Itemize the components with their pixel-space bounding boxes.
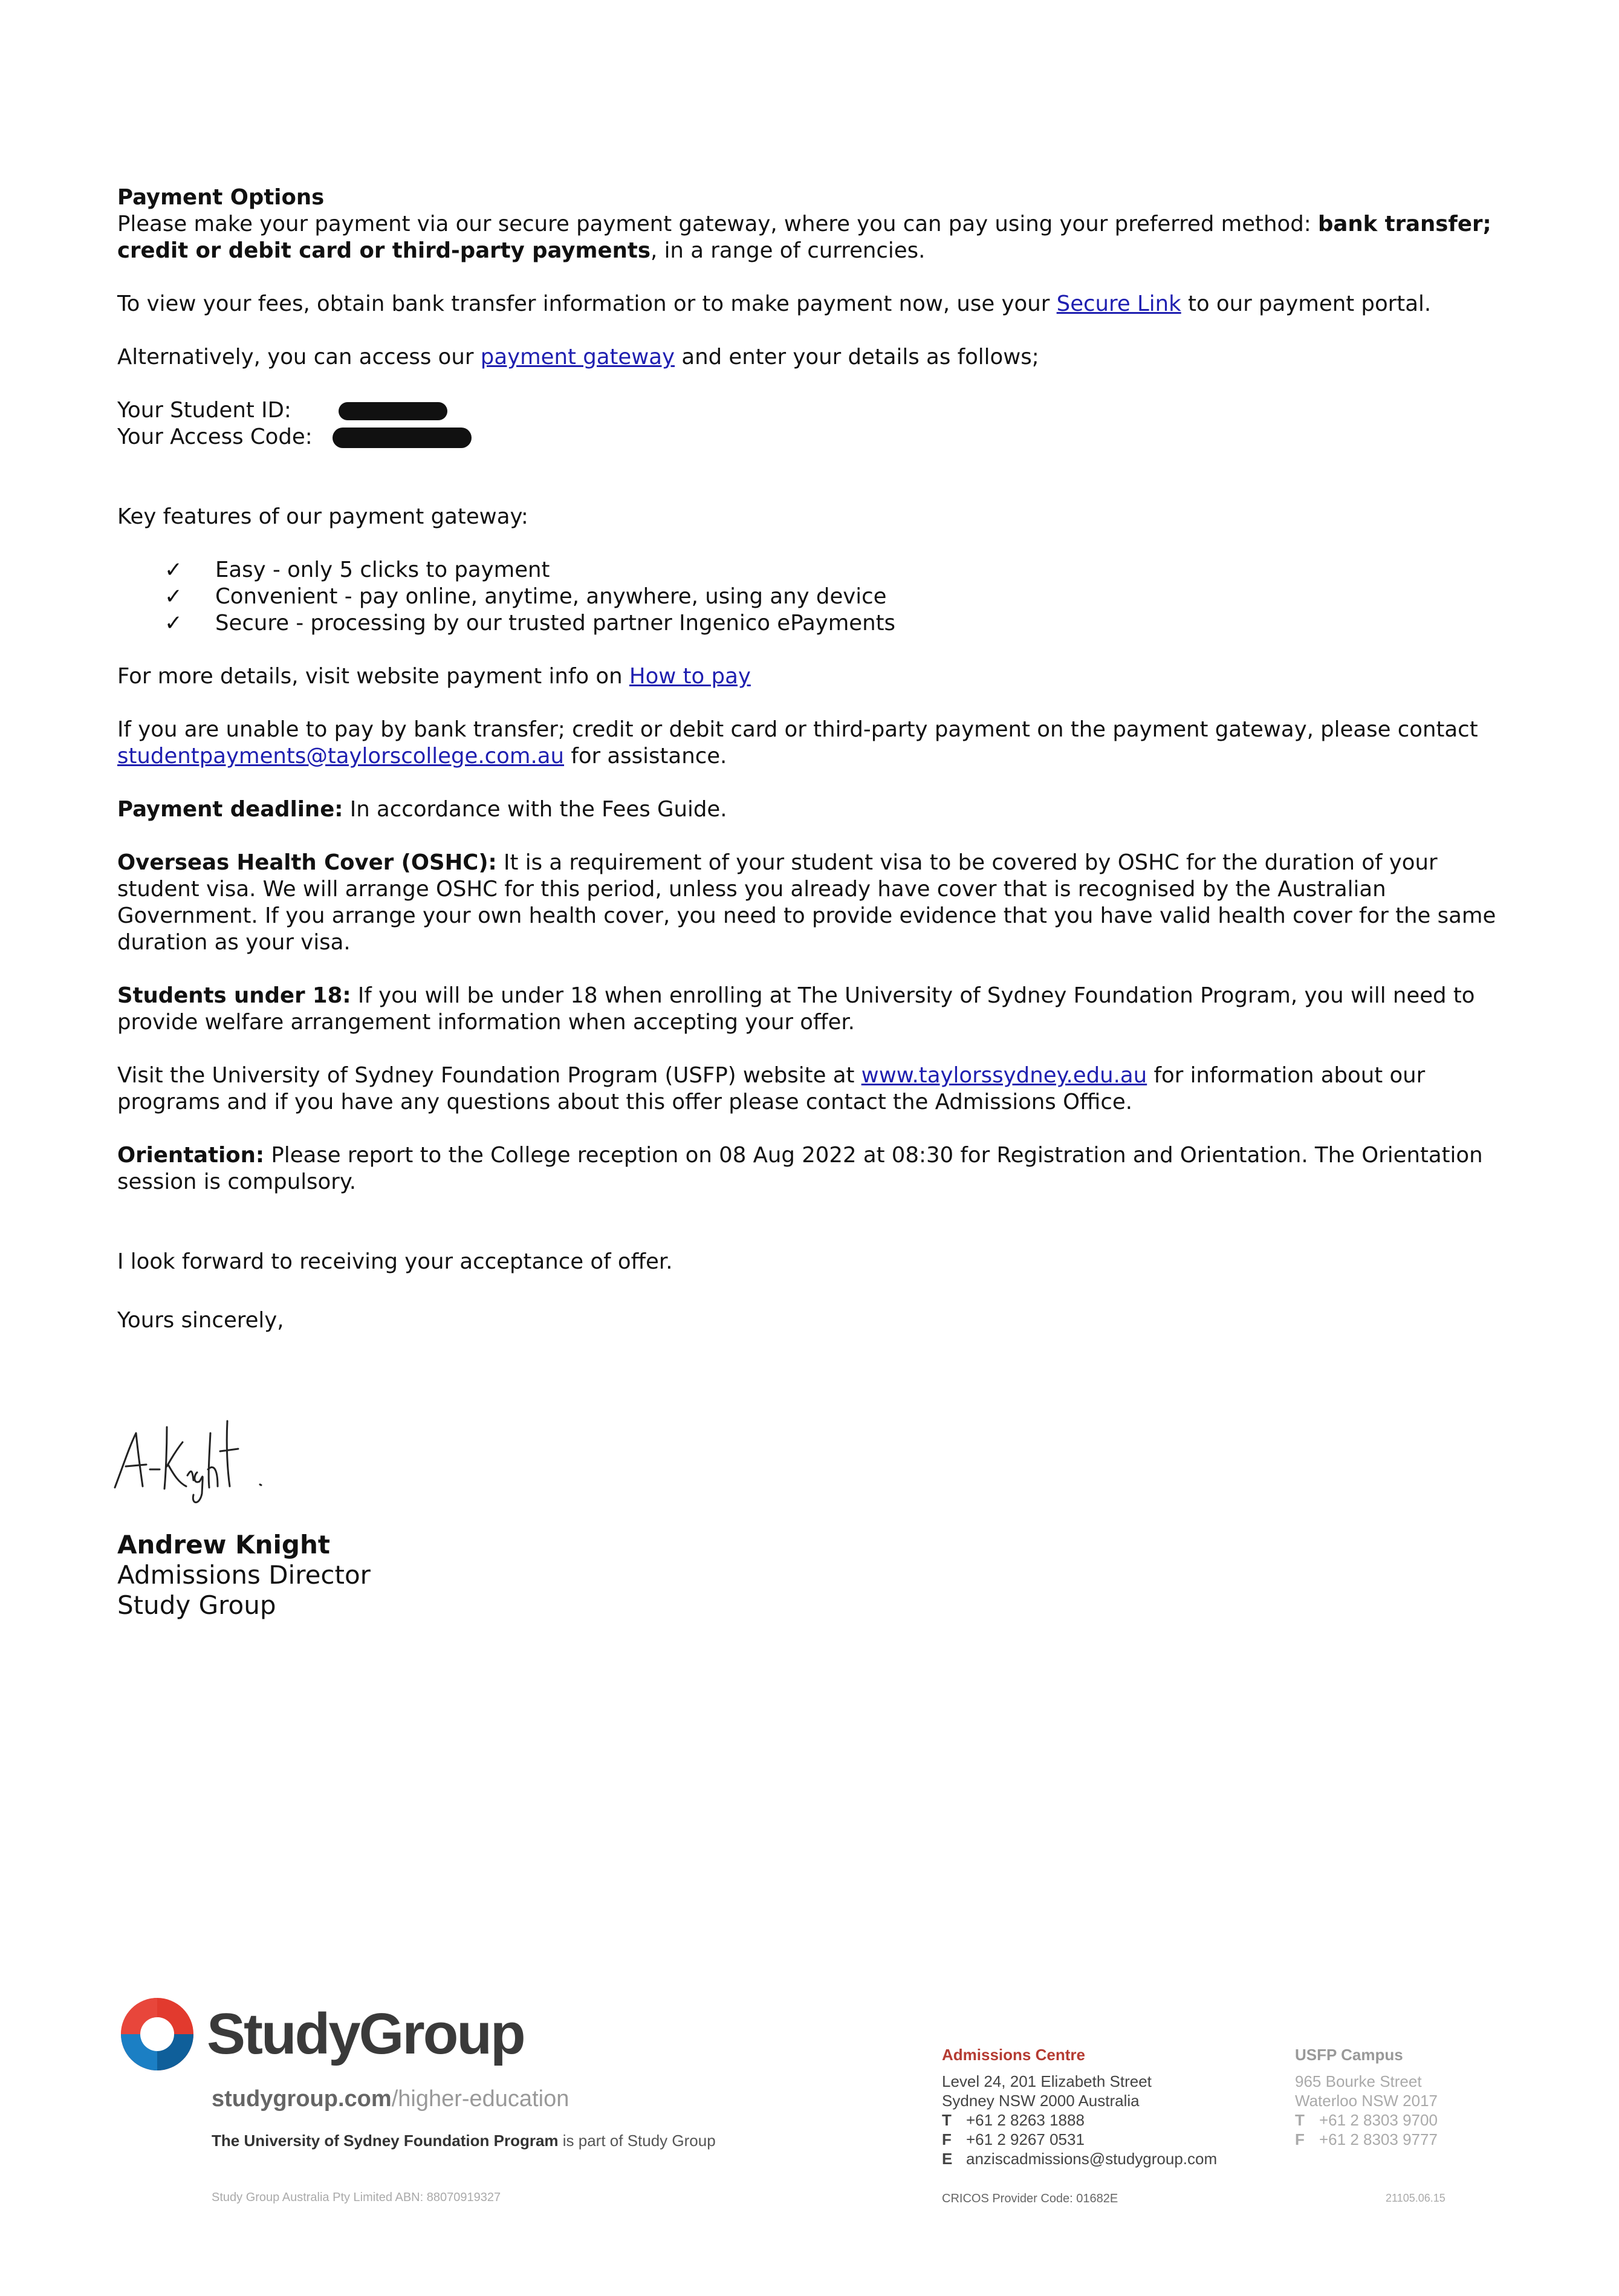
under-18-paragraph: Students under 18: If you will be under 18 when enrolling at The University of Sydney Foundation Program, you will need to provide welfare arrangement information when accepting your offer. [117,983,1475,1035]
website-link[interactable]: www.taylorssydney.edu.au [861,1063,1147,1088]
part-of-statement: The University of Sydney Foundation Program is part of Study Group [212,2132,716,2150]
logo-text: StudyGroup [207,2002,524,2066]
features-list [117,557,1508,637]
list-item: ✓ Easy - only 5 clicks to payment [164,558,550,582]
check-icon: ✓ [164,584,183,609]
check-icon: ✓ [164,558,183,582]
orientation-paragraph: Orientation: Please report to the College reception on 08 Aug 2022 at 08:30 for Registration and Orientation. The Orientation session is compulsory. [117,1143,1483,1194]
address-line: Sydney NSW 2000 Australia [942,2092,1140,2110]
payment-deadline-paragraph: Payment deadline: In accordance with the Fees Guide. [117,797,727,822]
check-icon: ✓ [164,611,183,636]
payment-gateway-link[interactable]: payment gateway [480,345,675,369]
letter-body [117,184,1508,1334]
signer-name: Andrew Knight [117,1530,330,1559]
alternative-paragraph: Alternatively, you can access our payment gateway and enter your details as follows; [117,345,1039,369]
signer-org: Study Group [117,1590,276,1620]
view-fees-paragraph: To view your fees, obtain bank transfer information or to make payment now, use your Secure Link to our payment portal. [117,291,1432,316]
document-reference: 21105.06.15 [1386,2192,1445,2204]
sign-off: Yours sincerely, [117,1308,284,1333]
student-id-label: Your Student ID: [117,398,291,423]
signer-block [117,1530,371,1621]
secure-link[interactable]: Secure Link [1056,291,1181,316]
phone-line: T +61 2 8303 9700 [1295,2111,1438,2129]
signer-title: Admissions Director [117,1560,371,1590]
letter-footer [0,1983,1619,2225]
list-item: ✓ Convenient - pay online, anytime, anywhere, using any device [164,584,887,609]
student-id-row [117,397,1508,424]
address-line: 965 Bourke Street [1295,2072,1422,2090]
how-to-pay-link[interactable]: How to pay [629,664,751,689]
closing-line: I look forward to receiving your acceptance of offer. [117,1249,673,1274]
handwritten-signature [109,1409,314,1506]
study-group-logo-icon [118,1995,196,2073]
email-line: E anziscadmissions@studygroup.com [942,2150,1218,2168]
admissions-centre-heading: Admissions Centre [942,2046,1085,2064]
redacted-access-code [333,428,472,448]
visit-website-paragraph: Visit the University of Sydney Foundation Program (USFP) website at www.taylorssydney.edu.au for information about our programs and if you have any questions about this offer please contact the Admissions Office. [117,1063,1426,1114]
company-legal-line: Study Group Australia Pty Limited ABN: 88070919327 [212,2191,501,2204]
student-payments-email-link[interactable]: studentpayments@taylorscollege.com.au [117,744,565,769]
fax-line: F +61 2 8303 9777 [1295,2130,1438,2148]
usfp-campus-heading: USFP Campus [1295,2046,1403,2064]
redacted-student-id [339,402,447,420]
cricos-code: CRICOS Provider Code: 01682E [942,2192,1118,2205]
features-heading: Key features of our payment gateway: [117,504,528,529]
website-url: studygroup.com/higher-education [212,2086,569,2112]
access-code-row [117,424,1508,450]
oshc-paragraph: Overseas Health Cover (OSHC): It is a requirement of your student visa to be covered by OSHC for the duration of your student visa. We will arrange OSHC for this period, unless you already have cover that is recognised by the Australian Government. If you arrange your own health cover, you need to provide evidence that you have valid health cover for the same duration as your visa. [117,850,1496,955]
payment-options-heading: Payment Options [117,185,325,210]
usfp-campus-contact [1295,2045,1438,2149]
more-details-paragraph: For more details, visit website payment info on How to pay [117,664,751,689]
unable-to-pay-paragraph: If you are unable to pay by bank transfer; credit or debit card or third-party payment on the payment gateway, please contact studentpayments@taylorscollege.com.au for assistance. [117,717,1478,769]
list-item: ✓ Secure - processing by our trusted partner Ingenico ePayments [164,611,896,636]
address-line: Level 24, 201 Elizabeth Street [942,2072,1152,2090]
access-code-label: Your Access Code: [117,424,313,449]
phone-line: T +61 2 8263 1888 [942,2111,1085,2129]
fax-line: F +61 2 9267 0531 [942,2130,1085,2148]
address-line: Waterloo NSW 2017 [1295,2092,1438,2110]
admissions-centre-contact [942,2045,1217,2168]
payment-intro: Please make your payment via our secure payment gateway, where you can pay using your preferred method: bank transfer; credit or debit card or third-party payments, in a range of currencies. [117,212,1491,263]
study-group-logo [118,1995,524,2073]
